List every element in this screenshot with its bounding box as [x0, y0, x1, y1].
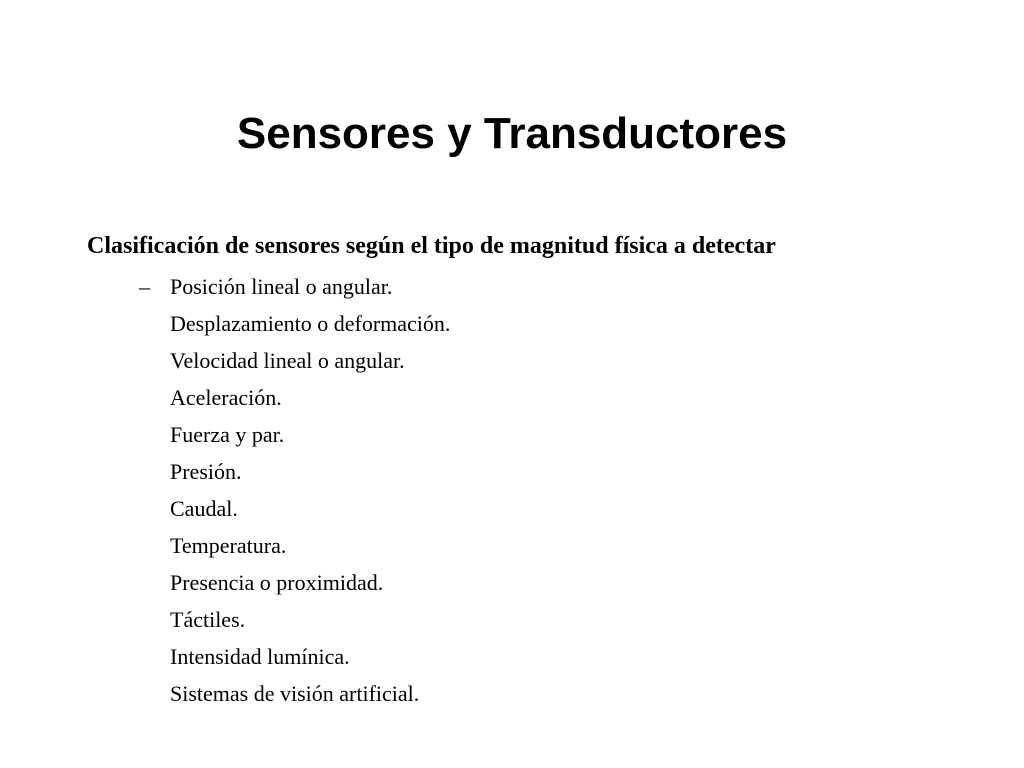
list-item: [170, 527, 450, 564]
classification-heading: Clasificación de sensores según el tipo de magnitud física a detectar: [87, 233, 776, 259]
list-item: [170, 601, 450, 638]
list-item: [170, 416, 450, 453]
sensor-type-list: [139, 268, 451, 712]
list-item: [170, 342, 450, 379]
list-item-text: Desplazamiento o deformación.: [170, 311, 451, 336]
list-item: [170, 379, 450, 416]
list-item-text: Caudal.: [170, 496, 238, 521]
list-item: [170, 305, 450, 342]
list-item-text: Aceleración.: [170, 385, 282, 410]
list-item-text: Táctiles.: [170, 607, 246, 632]
list-item-text: Posición lineal o angular.: [170, 274, 393, 299]
list-item: [170, 564, 450, 601]
slide-title: Sensores y Transductores: [236, 109, 788, 158]
list-item-text: Intensidad lumínica.: [170, 644, 350, 669]
bullet-dash: –: [139, 274, 150, 299]
list-item-text: Velocidad lineal o angular.: [170, 348, 405, 373]
list-item-text: Sistemas de visión artificial.: [170, 681, 420, 706]
list-item: [170, 453, 450, 490]
list-item-text: Temperatura.: [170, 533, 287, 558]
list-item: [170, 490, 450, 527]
list-item-text: Fuerza y par.: [170, 422, 285, 447]
list-item: [170, 675, 450, 712]
list-item-text: Presencia o proximidad.: [170, 570, 384, 595]
list-item-text: Presión.: [170, 459, 242, 484]
list-item: [139, 268, 450, 305]
list-item: [170, 638, 450, 675]
